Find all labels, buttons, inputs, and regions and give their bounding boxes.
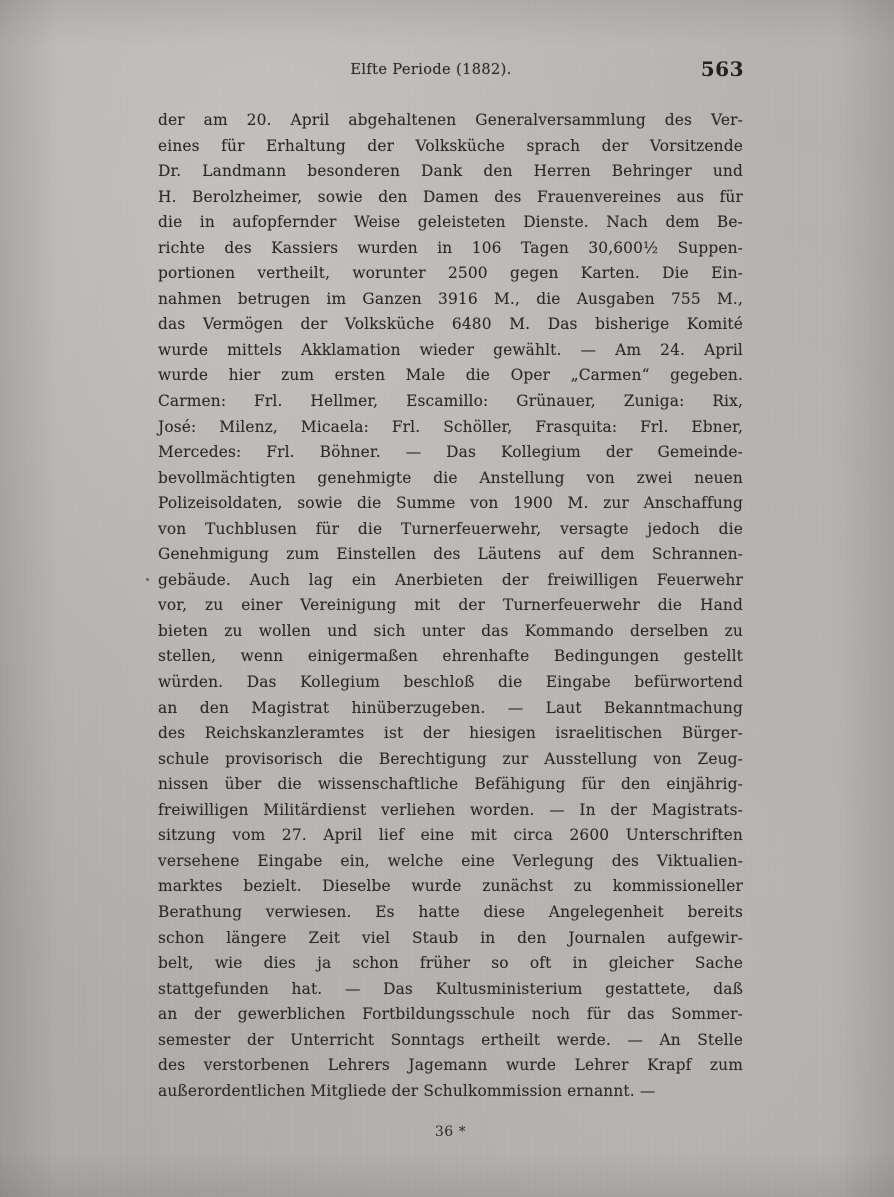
body-text [158,108,743,1104]
text-line: außerordentlichen Mitgliede der Schulkommission ernannt. — [158,1081,656,1100]
text-line: marktes bezielt. Dieselbe wurde zunächst zu kommissioneller [158,877,743,896]
text-line: wurde mittels Akklamation wieder gewählt. — Am 24. April [158,340,743,359]
text-line: das Vermögen der Volksküche 6480 M. Das bisherige Komité [158,315,743,334]
text-line: belt, wie dies ja schon früher so oft in gleicher Sache [158,954,743,973]
text-line: von Tuchblusen für die Turnerfeuerwehr, versagte jedoch die [158,519,743,538]
text-line: freiwilligen Militärdienst verliehen worden. — In der Magistrats- [158,800,743,819]
text-line: Polizeisoldaten, sowie die Summe von 1900 M. zur Anschaffung [158,494,743,513]
text-line: nahmen betrugen im Ganzen 3916 M., die Ausgaben 755 M., [158,289,743,308]
text-line: stattgefunden hat. — Das Kultusministerium gestattete, daß [158,979,743,998]
text-line: semester der Unterricht Sonntags ertheilt werde. — An Stelle [158,1030,743,1049]
page-number: 563 [700,57,744,81]
text-line: Genehmigung zum Einstellen des Läutens auf dem Schrannen- [158,545,743,564]
text-line: nissen über die wissenschaftliche Befähigung für den einjährig- [158,775,743,794]
text-line: portionen vertheilt, worunter 2500 gegen Karten. Die Ein- [158,264,743,283]
text-line: Dr. Landmann besonderen Dank den Herren Behringer und [158,162,743,181]
text-line: des Reichskanzleramtes ist der hiesigen israelitischen Bürger- [158,724,743,743]
text-line: gebäude. Auch lag ein Anerbieten der freiwilligen Feuerwehr [158,570,743,589]
text-line: stellen, wenn einigermaßen ehrenhafte Bedingungen gestellt [158,647,743,666]
text-line: Mercedes: Frl. Böhner. — Das Kollegium der Gemeinde- [158,443,743,462]
text-line: schule provisorisch die Berechtigung zur Ausstellung von Zeug- [158,749,743,768]
text-line: an den Magistrat hinüberzugeben. — Laut Bekanntmachung [158,698,743,717]
text-line: Berathung verwiesen. Es hatte diese Angelegenheit bereits [158,902,743,921]
text-line: bieten zu wollen und sich unter das Kommando derselben zu [158,621,743,640]
text-line: versehene Eingabe ein, welche eine Verlegung des Viktualien- [158,851,743,870]
text-line: H. Berolzheimer, sowie den Damen des Frauenvereines aus für [158,187,743,206]
text-line: die in aufopfernder Weise geleisteten Dienste. Nach dem Be- [158,213,743,232]
text-line: schon längere Zeit viel Staub in den Journalen aufgewir- [158,928,743,947]
text-line: der am 20. April abgehaltenen Generalversammlung des Ver- [158,111,743,129]
text-line: bevollmächtigten genehmigte die Anstellung von zwei neuen [158,468,743,487]
text-line: vor, zu einer Vereinigung mit der Turnerfeuerwehr die Hand [158,596,743,615]
text-line: an der gewerblichen Fortbildungsschule noch für das Sommer- [158,1005,743,1024]
text-line: José: Milenz, Micaela: Frl. Schöller, Frasquita: Frl. Ebner, [158,417,743,436]
text-line: des verstorbenen Lehrers Jagemann wurde Lehrer Krapf zum [158,1056,743,1075]
text-line: Carmen: Frl. Hellmer, Escamillo: Grünauer, Zuniga: Rix, [158,392,743,411]
signature-mark: 36 * [434,1124,467,1140]
text-line: wurde hier zum ersten Male die Oper „Carmen“ gegeben. [158,366,743,385]
text-line: würden. Das Kollegium beschloß die Eingabe befürwortend [158,673,743,692]
marginal-ink-speck [146,578,149,581]
running-head [158,57,744,84]
text-line: richte des Kassiers wurden in 106 Tagen 30,600½ Suppen- [158,238,743,257]
text-line: eines für Erhaltung der Volksküche sprach der Vorsitzende [158,136,743,155]
running-head-title: Elfte Periode (1882). [350,62,512,78]
text-line: sitzung vom 27. April lief eine mit circa 2600 Unterschriften [158,826,743,845]
